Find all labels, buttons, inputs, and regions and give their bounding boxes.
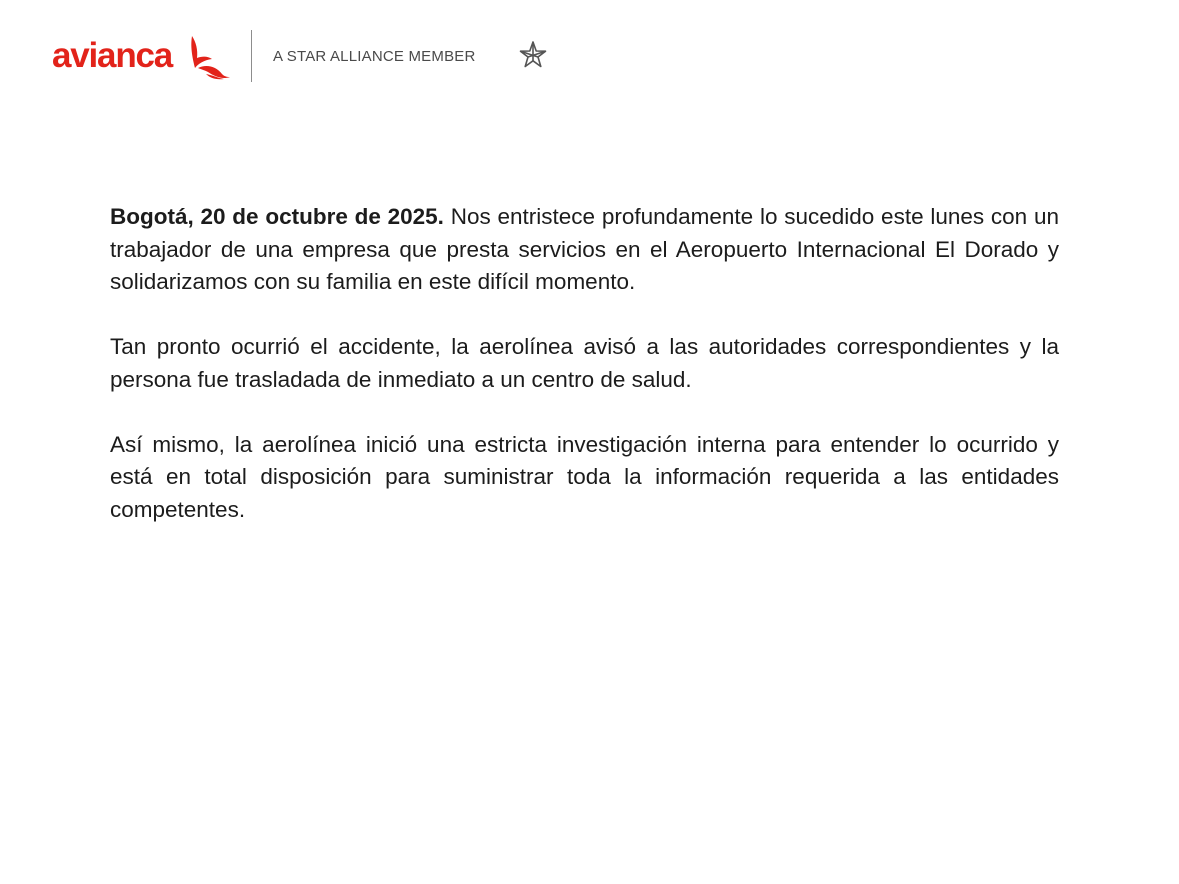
alliance-tagline: A STAR ALLIANCE MEMBER [273,48,476,65]
statement-paragraph-2: Tan pronto ocurrió el accidente, la aerolínea avisó a las autoridades correspondientes y la persona fue trasladada de inmediato a un centro de salud. [110,334,1059,392]
avianca-condor-icon [186,34,232,80]
dateline: Bogotá, 20 de octubre de 2025. [110,204,444,229]
statement-paragraph-3: Así mismo, la aerolínea inició una estricta investigación interna para entender lo ocurrido y está en total disposición para suministrar toda la información requerida a las entidades competentes. [110,431,1059,522]
header-divider [251,30,252,82]
press-statement [110,201,1059,526]
letterhead [52,28,572,86]
star-alliance-icon [518,40,548,70]
avianca-wordmark: avianca [52,36,173,75]
paragraph-1-text: Nos entristece profundamente lo sucedido este lunes con un trabajador de una empresa que presta servicios en el Aeropuerto Internacional El Dorado y solidarizamos con su familia en este difícil momento. [110,204,1059,294]
statement-paragraph-1 [110,201,1059,299]
